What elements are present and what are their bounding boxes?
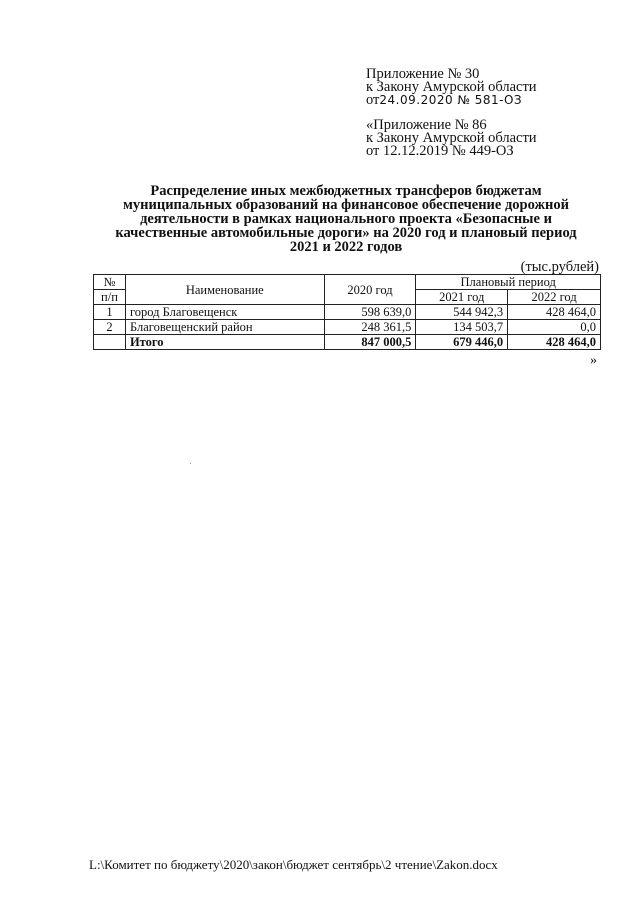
appendix-date-line bbox=[366, 94, 537, 107]
total-label: Итого bbox=[125, 335, 324, 350]
row-number: 2 bbox=[94, 320, 126, 335]
table-row bbox=[94, 305, 601, 320]
title-line: 2021 и 2022 годов bbox=[289, 239, 403, 255]
title-line: Распределение иных межбюджетных трансферов бюджетам bbox=[150, 183, 542, 199]
appendix-header bbox=[366, 68, 537, 107]
scan-speck bbox=[190, 463, 191, 464]
total-value-2020: 847 000,5 bbox=[324, 335, 416, 350]
appendix-number: Приложение № 30 bbox=[366, 66, 480, 82]
title-line: муниципальных образований на финансовое обеспечение дорожной bbox=[123, 197, 569, 213]
title-line: качественные автомобильные дороги» на 2020 год и плановый период bbox=[115, 225, 577, 241]
units-label: (тыс.рублей) bbox=[520, 259, 599, 275]
table-row bbox=[94, 320, 601, 335]
row-value-2021: 134 503,7 bbox=[416, 320, 508, 335]
col-header-number: № bbox=[94, 275, 126, 290]
closing-quote: » bbox=[590, 353, 597, 368]
table-total-row bbox=[94, 335, 601, 350]
transfers-table bbox=[93, 274, 601, 350]
footer-file-path: L:\Комитет по бюджету\2020\закон\бюджет сентябрь\2 чтение\Zakon.docx bbox=[89, 857, 498, 872]
col-header-name: Наименование bbox=[125, 275, 324, 305]
col-header-2020: 2020 год bbox=[324, 275, 416, 305]
previous-appendix-date: от 12.12.2019 № 449-ОЗ bbox=[366, 143, 514, 159]
previous-appendix-number: «Приложение № 86 bbox=[366, 117, 487, 133]
row-value-2022: 0,0 bbox=[508, 320, 601, 335]
row-name: Благовещенский район bbox=[125, 320, 324, 335]
row-value-2020: 598 639,0 bbox=[324, 305, 416, 320]
total-number-empty bbox=[94, 335, 126, 350]
date-prefix: от bbox=[366, 92, 380, 108]
previous-appendix-header bbox=[366, 119, 537, 158]
col-header-2022: 2022 год bbox=[508, 290, 601, 305]
row-value-2021: 544 942,3 bbox=[416, 305, 508, 320]
document-title bbox=[90, 184, 602, 254]
row-name: город Благовещенск bbox=[125, 305, 324, 320]
table-header-row bbox=[94, 275, 601, 290]
row-value-2020: 248 361,5 bbox=[324, 320, 416, 335]
col-header-2021: 2021 год bbox=[416, 290, 508, 305]
title-line: деятельности в рамках национального проекта «Безопасные и bbox=[140, 211, 552, 227]
col-header-number-sub: п/п bbox=[94, 290, 126, 305]
total-value-2021: 679 446,0 bbox=[416, 335, 508, 350]
row-value-2022: 428 464,0 bbox=[508, 305, 601, 320]
total-value-2022: 428 464,0 bbox=[508, 335, 601, 350]
appendix-law-reference: к Закону Амурской области bbox=[366, 79, 537, 95]
col-header-planned-period: Плановый период bbox=[416, 275, 601, 290]
previous-appendix-law-reference: к Закону Амурской области bbox=[366, 130, 537, 146]
handwritten-date-number: 24.09.2020 № 581-ОЗ bbox=[379, 93, 523, 107]
row-number: 1 bbox=[94, 305, 126, 320]
